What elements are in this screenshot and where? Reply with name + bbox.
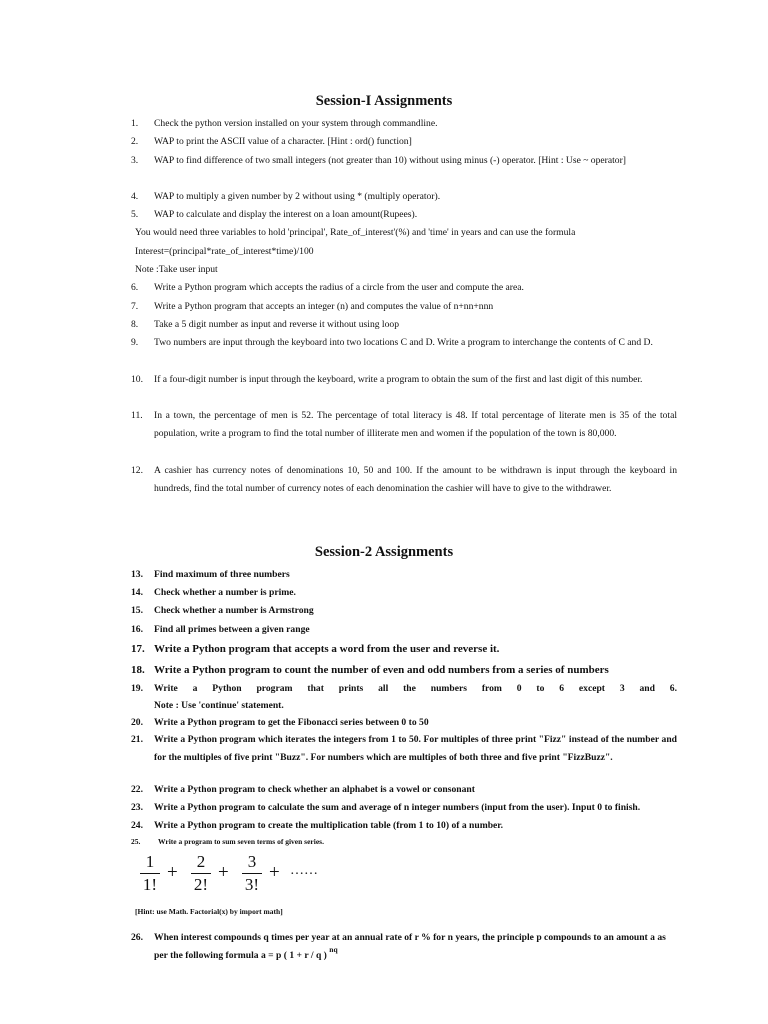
series-term [242,853,262,894]
term-numerator: 1 [145,852,155,871]
item-text: Write a program to sum seven terms of given series. [158,837,324,846]
series-term [191,853,211,894]
item-text: Two numbers are input through the keyboard into two locations C and D. Write a program to interchange the contents of C and D. [154,337,653,348]
note-line: Note :Take user input [135,264,218,275]
item-number: 17. [131,643,145,655]
item-number: 26. [131,932,143,943]
item-text: WAP to find difference of two small integers (not greater than 10) without using minus (-) operator. [Hint : Use ~ operator] [154,155,626,166]
item-text: Take a 5 digit number as input and reverse it without using loop [154,319,399,330]
item-number: 19. [131,683,143,694]
note-line: You would need three variables to hold 'principal', Rate_of_interest'(%) and 'time' in years and can use the formula [135,227,576,238]
term-denominator: 1! [142,875,158,894]
item-number: 2. [131,136,139,147]
item-text: Write a Python program that accepts an integer (n) and computes the value of n+nn+nnn [154,301,494,312]
assignment-item [131,188,677,206]
item-number: 9. [131,337,139,348]
assignment-item [131,279,677,297]
item-text: Write a Python program to create the multiplication table (from 1 to 10) of a number. [154,820,504,831]
item-number: 21. [131,734,143,745]
plus-sign: + [218,862,229,883]
assignment-item [131,781,677,799]
item-number: 6. [131,282,139,293]
assignment-item [131,833,677,849]
item-text: Write a Python program to count the number of even and odd numbers from a series of numbers [154,664,609,676]
assignment-item [131,206,677,224]
item-note: Note : Use 'continue' statement. [154,700,284,711]
item-text: A cashier has currency notes of denominations 10, 50 and 100. If the amount to be withdrawn is input through the keyboard in hundreds, find the total number of currency notes of each denomination the cashier will have to give to the withdrawer. [154,465,677,494]
item-text-body: When interest compounds q times per year at an annual rate of r % for n years, the principle p compounds to an amount a as per the following formula a = p ( 1 + r / q ) [154,932,666,961]
assignment-item [131,640,677,658]
assignment-item [131,298,677,316]
session-1-title: Session-I Assignments [315,93,453,109]
session-2-title: Session-2 Assignments [314,544,454,560]
item-text: WAP to multiply a given number by 2 without using * (multiply operator). [154,191,441,202]
item-number: 3. [131,155,139,166]
assignment-item [131,799,677,817]
item-number: 5. [131,209,139,220]
assignment-item [131,133,677,151]
item-text: Check the python version installed on your system through commandline. [154,118,438,129]
item-text: Write a Python program that accepts a word from the user and reverse it. [154,643,500,655]
item-number: 18. [131,664,145,676]
exponent: nq [329,945,338,954]
plus-sign: + [269,862,280,883]
plus-sign: + [167,862,178,883]
item-text: Write a Python program that prints all the numbers from 0 to 6 except 3 and 6. [154,683,677,694]
item-number: 24. [131,820,143,831]
assignment-item [131,371,677,407]
assignment-item [131,680,677,716]
item-text: In a town, the percentage of men is 52. The percentage of total literacy is 48. If total percentage of literate men is 35 of the total population, write a program to find the total number of illiterate men and women if the population of the town is 80,000. [154,410,677,439]
assignment-item [131,584,677,602]
fraction-bar [242,873,262,874]
hint-text: [Hint: use Math. Factorial(x) by import math] [135,907,283,916]
item-text: Write a Python program which iterates the integers from 1 to 50. For multiples of three print "Fizz" instead of the number and for the multiples of five print "Buzz". For numbers which are multiples of both three and five print "FizzBuzz". [154,734,677,763]
ellipsis: …… [290,863,318,878]
term-numerator: 2 [196,852,206,871]
assignment-item [131,407,677,461]
item-text [154,929,677,965]
assignment-item [131,602,677,620]
item-number: 4. [131,191,139,202]
item-text: Find all primes between a given range [154,624,310,635]
item-number: 14. [131,587,143,598]
fraction-bar [140,873,160,874]
item-text: Write a Python program to calculate the sum and average of n integer numbers (input from the user). Input 0 to finish. [154,802,641,813]
term-denominator: 2! [193,875,209,894]
term-denominator: 3! [244,875,260,894]
fraction-bar [191,873,211,874]
item-number: 12. [131,465,143,476]
item-text: Write a Python program to get the Fibonacci series between 0 to 50 [154,717,429,728]
item-number: 22. [131,784,143,795]
assignment-item [131,731,677,785]
item-number: 1. [131,118,139,129]
item-text: WAP to print the ASCII value of a character. [Hint : ord() function] [154,136,412,147]
item-number: 23. [131,802,143,813]
item-number: 16. [131,624,143,635]
item-number: 15. [131,605,143,616]
item-text: Check whether a number is Armstrong [154,605,314,616]
assignment-item [131,115,677,133]
item-text: WAP to calculate and display the interest on a loan amount(Rupees). [154,209,418,220]
item-text: Write a Python program which accepts the radius of a circle from the user and compute the area. [154,282,524,293]
assignment-item [131,621,677,639]
item-text: Check whether a number is prime. [154,587,296,598]
item-number: 20. [131,717,143,728]
assignment-item [131,661,677,679]
item-number: 10. [131,374,143,385]
item-number: 13. [131,569,143,580]
series-term [140,853,160,894]
item-number: 7. [131,301,139,312]
assignment-item [131,316,677,334]
assignment-item [131,152,677,188]
assignment-item [131,566,677,584]
item-number: 8. [131,319,139,330]
assignment-item [131,334,677,370]
item-number: 25. [131,837,141,846]
term-numerator: 3 [247,852,257,871]
note-line: Interest=(principal*rate_of_interest*time)/100 [135,246,314,257]
item-number: 11. [131,410,143,421]
item-text: If a four-digit number is input through the keyboard, write a program to obtain the sum of the first and last digit of this number. [154,374,643,385]
assignment-item [131,929,677,965]
assignment-item [131,714,677,732]
item-text: Write a Python program to check whether an alphabet is a vowel or consonant [154,784,475,795]
assignment-item [131,462,677,516]
item-text: Find maximum of three numbers [154,569,290,580]
